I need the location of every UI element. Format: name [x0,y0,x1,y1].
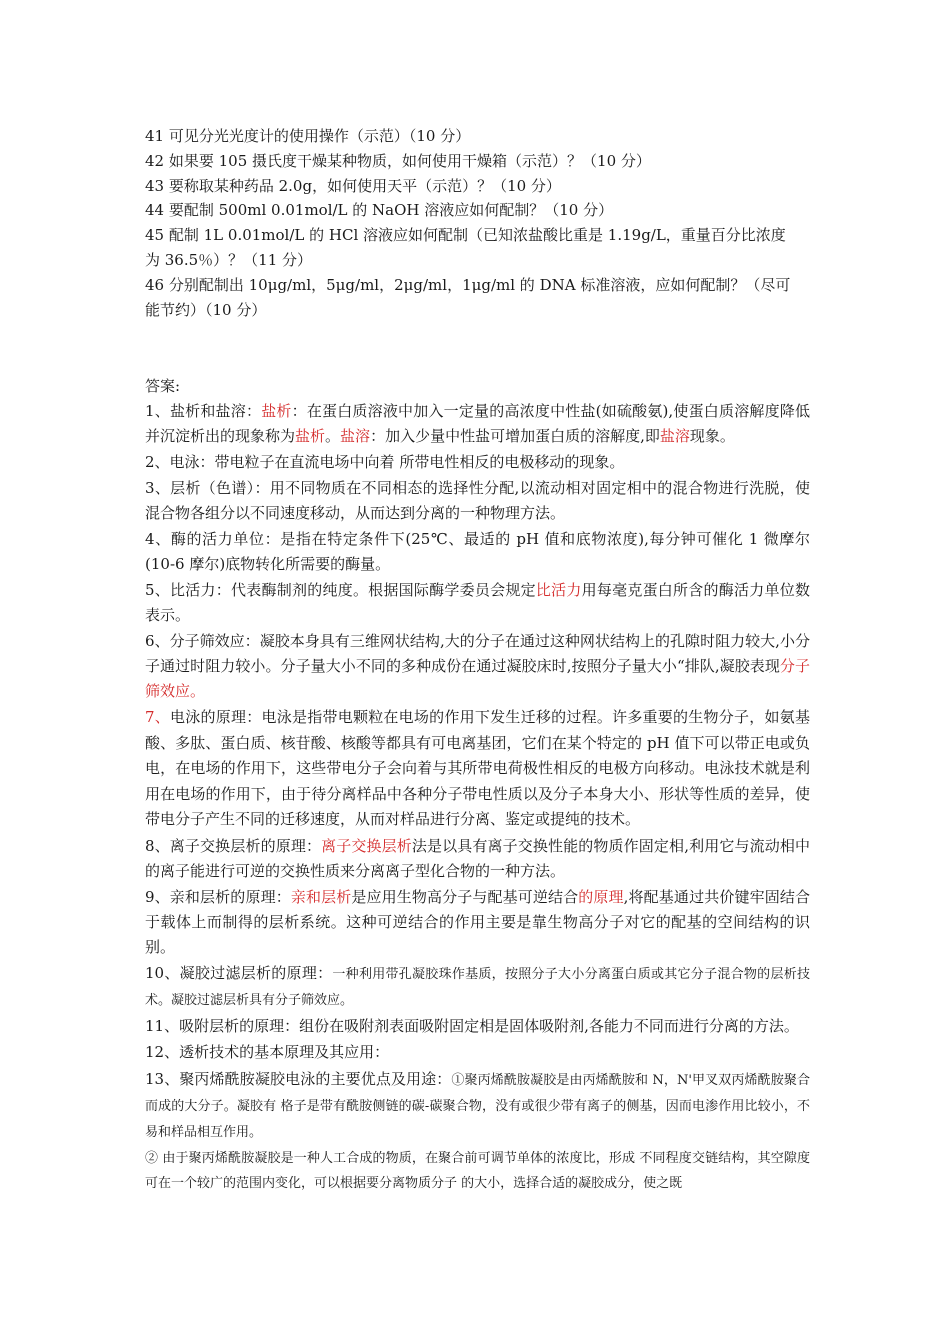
question-list [145,124,810,322]
question-46-line2: 能节约）（10 分） [145,300,267,319]
answer-10 [145,961,810,1013]
answer-8-text: 法是以具有离子交换性能的物质作固定相,利用它与流动相中的离子能进行可逆的交换性质来分离离子型化合物的一种方法。 [145,836,810,880]
answer-9-text: 9、亲和层析的原理： [145,887,291,906]
answer-5 [145,578,810,628]
answer-11: 11、吸附层析的原理：组份在吸附剂表面吸附固定相是固体吸附剂,各能力不同而进行分离的方法。 [145,1017,799,1036]
answer-7-number: 7、 [145,708,171,727]
answer-9 [145,885,810,959]
answer-7-text: 电泳的原理：电泳是指带电颗粒在电场的作用下发生迁移的过程。许多重要的生物分子，如氨基酸、多肽、蛋白质、核苷酸、核酸等都具有可电离基团，它们在某个特定的 pH 值下可以带正电或负电，在电场的作用下，这些带电分子会向着与其所带电荷极性相反的电极方向移动。电泳技术就是利用在电场的作用下，由于待分离样品中各种分子带电性质以及分子本身大小、形状等性质的差异，使带电分子产生不同的迁移速度，从而对样品进行分离、鉴定或提纯的技术。 [145,708,810,829]
answer-9-term: 的原理 [578,887,624,906]
answer-8-term: 离子交换层析 [321,836,412,855]
answer-2: 2、电泳：带电粒子在直流电场中向着 所带电性相反的电极移动的现象。 [145,453,625,472]
answer-13-text: ①聚丙烯酰胺凝胶是由丙烯酰胺和 N，N'甲叉双丙烯酰胺聚合而成的大分子。凝胶有 格子是带有酰胺侧链的碳-碳聚合物，没有或很少带有离子的侧基，因而电渗作用比较小，不易和样品相互作用。 [145,1072,810,1140]
answer-10-text: 一种利用带孔凝胶珠作基质，按照分子大小分离蛋白质或其它分子混合物的层析技术。凝胶过滤层析具有分子筛效应。 [145,966,810,1008]
document-page [145,124,810,1197]
answer-1 [145,399,810,449]
question-45-line2: 为 36.5％）？（11 分） [145,250,313,269]
answer-5-term: 比活力 [535,581,582,600]
question-43: 43 要称取某种药品 2.0g，如何使用天平（示范）？（10 分） [145,176,561,195]
answer-9-text: ,将配基通过共价键牢固结合于载体上而制得的层析系统。这种可逆结合的作用主要是靠生物高分子对它的配基的空间结构的识别。 [145,887,810,956]
answer-1-text: 。 [325,426,341,445]
answer-1-text: 1、盐析和盐溶： [145,402,262,421]
answer-5-text: 5、比活力：代表酶制剂的纯度。根据国际酶学委员会规定 [145,581,536,600]
answer-6 [145,629,810,703]
answer-8 [145,834,810,884]
answer-13-heading: 13、聚丙烯酰胺凝胶电泳的主要优点及用途： [145,1069,452,1088]
question-44: 44 要配制 500ml 0.01mol/L 的 NaOH 溶液应如何配制？（10 分） [145,201,614,220]
answer-12: 12、透析技术的基本原理及其应用： [145,1043,390,1062]
answer-1-term: 盐析 [261,402,292,421]
answer-13 [145,1067,810,1145]
question-46-line1: 46 分别配制出 10μg/ml，5μg/ml，2μg/ml，1μg/ml 的 DNA 标准溶液，应如何配制？（尽可 [145,275,791,294]
answer-9-text: 是应用生物高分子与配基可逆结合 [351,887,579,906]
answers-heading: 答案: [145,377,181,396]
answer-1-text: 现象。 [689,426,735,445]
question-42: 42 如果要 105 摄氏度干燥某种物质，如何使用干燥箱（示范）？（10 分） [145,151,651,170]
answer-8-text: 8、离子交换层析的原理： [145,836,322,855]
answer-6-term: 分子筛效应。 [145,657,810,700]
question-45-line1: 45 配制 1L 0.01mol/L 的 HCl 溶液应如何配制（已知浓盐酸比重是 1.19g/L，重量百分比浓度 [145,226,786,245]
answer-13-part2: ② 由于聚丙烯酰胺凝胶是一种人工合成的物质，在聚合前可调节单体的浓度比，形成 不同程度交链结构，其空隙度可在一个较广的范围内变化，可以根据要分离物质分子 的大小，选择合适的凝胶成分，使之既 [145,1150,810,1191]
answer-1-term: 盐溶 [659,426,690,445]
section-gap [145,322,810,374]
answer-10-heading: 10、凝胶过滤层析的原理： [145,963,333,982]
answer-6-text: 6、分子筛效应：凝胶本身具有三维网状结构,大的分子在通过这种网状结构上的孔隙时阻力较大,小分子通过时阻力较小。分子量大小不同的多种成份在通过凝胶床时,按照分子量大小“排队,凝胶表现 [145,632,810,676]
answer-1-text: ：在蛋白质溶液中加入一定量的高浓度中性盐(如硫酸氨),使蛋白质溶解度降低并沉淀析出的现象称为 [145,402,811,445]
answer-9-term: 亲和层析 [290,887,352,906]
answer-3: 3、层析（色谱）：用不同物质在不同相态的选择性分配,以流动相对固定相中的混合物进行洗脱，使混合物各组分以不同速度移动，从而达到分离的一种物理方法。 [145,479,810,523]
answer-1-term: 盐析 [295,426,326,445]
answer-4: 4、酶的活力单位：是指在特定条件下(25℃、最适的 pH 值和底物浓度),每分钟可催化 1 微摩尔(10-6 摩尔)底物转化所需要的酶量。 [145,530,810,574]
question-41: 41 可见分光光度计的使用操作（示范）（10 分） [145,127,471,145]
answer-7 [145,705,810,833]
answer-1-term: 盐溶 [340,426,371,445]
answer-1-text: ：加入少量中性盐可增加蛋白质的溶解度,即 [370,426,660,445]
answer-5-text: 用每毫克蛋白所含的酶活力单位数表示。 [145,581,810,625]
